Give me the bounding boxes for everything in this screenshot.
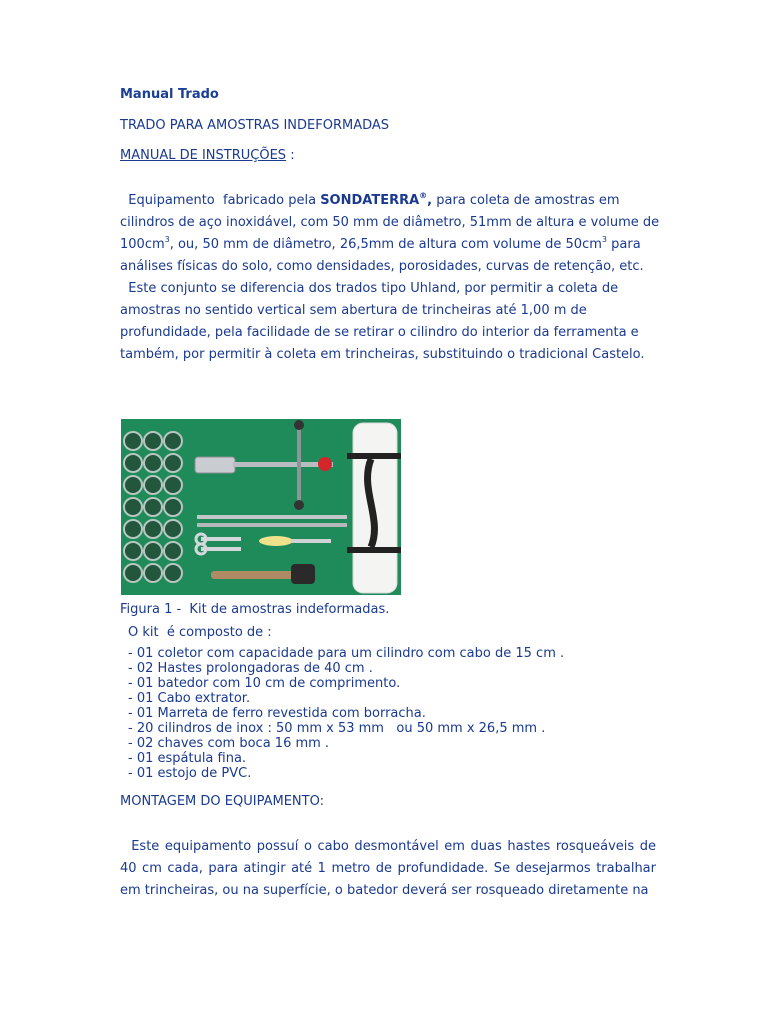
figure-caption: Figura 1 - Kit de amostras indeformadas. xyxy=(120,602,390,617)
list-item: - 01 espátula fina. xyxy=(128,751,247,766)
kit-list xyxy=(128,646,564,781)
list-item: - 01 coletor com capacidade para um cilindro com cabo de 15 cm . xyxy=(128,646,565,661)
document-subtitle: TRADO PARA AMOSTRAS INDEFORMADAS xyxy=(120,118,390,133)
intro-paragraph-1: Equipamento fabricado pela SONDATERRA®, para coleta de amostras em cilindros de aço inoxidável, com 50 mm de diâmetro, 51mm de altura e volume de $100cm^3$, ou, 50 mm de diâmetro, 26,5mm de altura com volume de $50cm^3$ para análises físicas do solo, como densidades, porosidades, curvas de retenção, etc. xyxy=(120,191,660,274)
list-item: - 20 cilindros de inox : 50 mm x 53 mm ou 50 mm x 26,5 mm . xyxy=(128,721,546,736)
brand-name: SONDATERRA xyxy=(320,193,420,208)
list-item: - 01 estojo de PVC. xyxy=(128,766,252,781)
montagem-paragraph: Este equipamento possuí o cabo desmontável em duas hastes rosqueáveis de 40 cm cada, para atingir até 1 metro de profundidade. Se desejarmos trabalhar em trincheiras, ou na superfície, o batedor deverá ser rosqueado diretamente na xyxy=(120,839,661,898)
montagem-text xyxy=(120,836,661,902)
registered-mark: ® xyxy=(419,191,428,200)
manual-heading-label: MANUAL DE INSTRUÇÕES xyxy=(120,148,287,163)
intro-text xyxy=(120,190,660,366)
manual-heading xyxy=(120,145,295,167)
list-item: - 01 Marreta de ferro revestida com borracha. xyxy=(128,706,426,721)
manual-heading-suffix: : xyxy=(286,148,295,163)
kit-intro: O kit é composto de : xyxy=(128,625,272,640)
kit-photo-illustration xyxy=(121,419,401,595)
list-item: - 01 Cabo extrator. xyxy=(128,691,251,706)
kit-photo xyxy=(121,419,401,595)
montagem-heading: MONTAGEM DO EQUIPAMENTO: xyxy=(120,794,324,809)
list-item: - 02 Hastes prolongadoras de 40 cm . xyxy=(128,661,373,676)
list-item: - 01 batedor com 10 cm de comprimento. xyxy=(128,676,401,691)
intro-paragraph-2: Este conjunto se diferencia dos trados tipo Uhland, por permitir a coleta de amostras no sentido vertical sem abertura de trincheiras até 1,00 m de profundidade, pela facilidade de se retirar o cilindro do interior da ferramenta e também, por permitir à coleta em trincheiras, substituindo o tradicional Castelo. xyxy=(120,281,645,362)
document-title: Manual Trado xyxy=(120,87,219,102)
list-item: - 02 chaves com boca 16 mm . xyxy=(128,736,330,751)
